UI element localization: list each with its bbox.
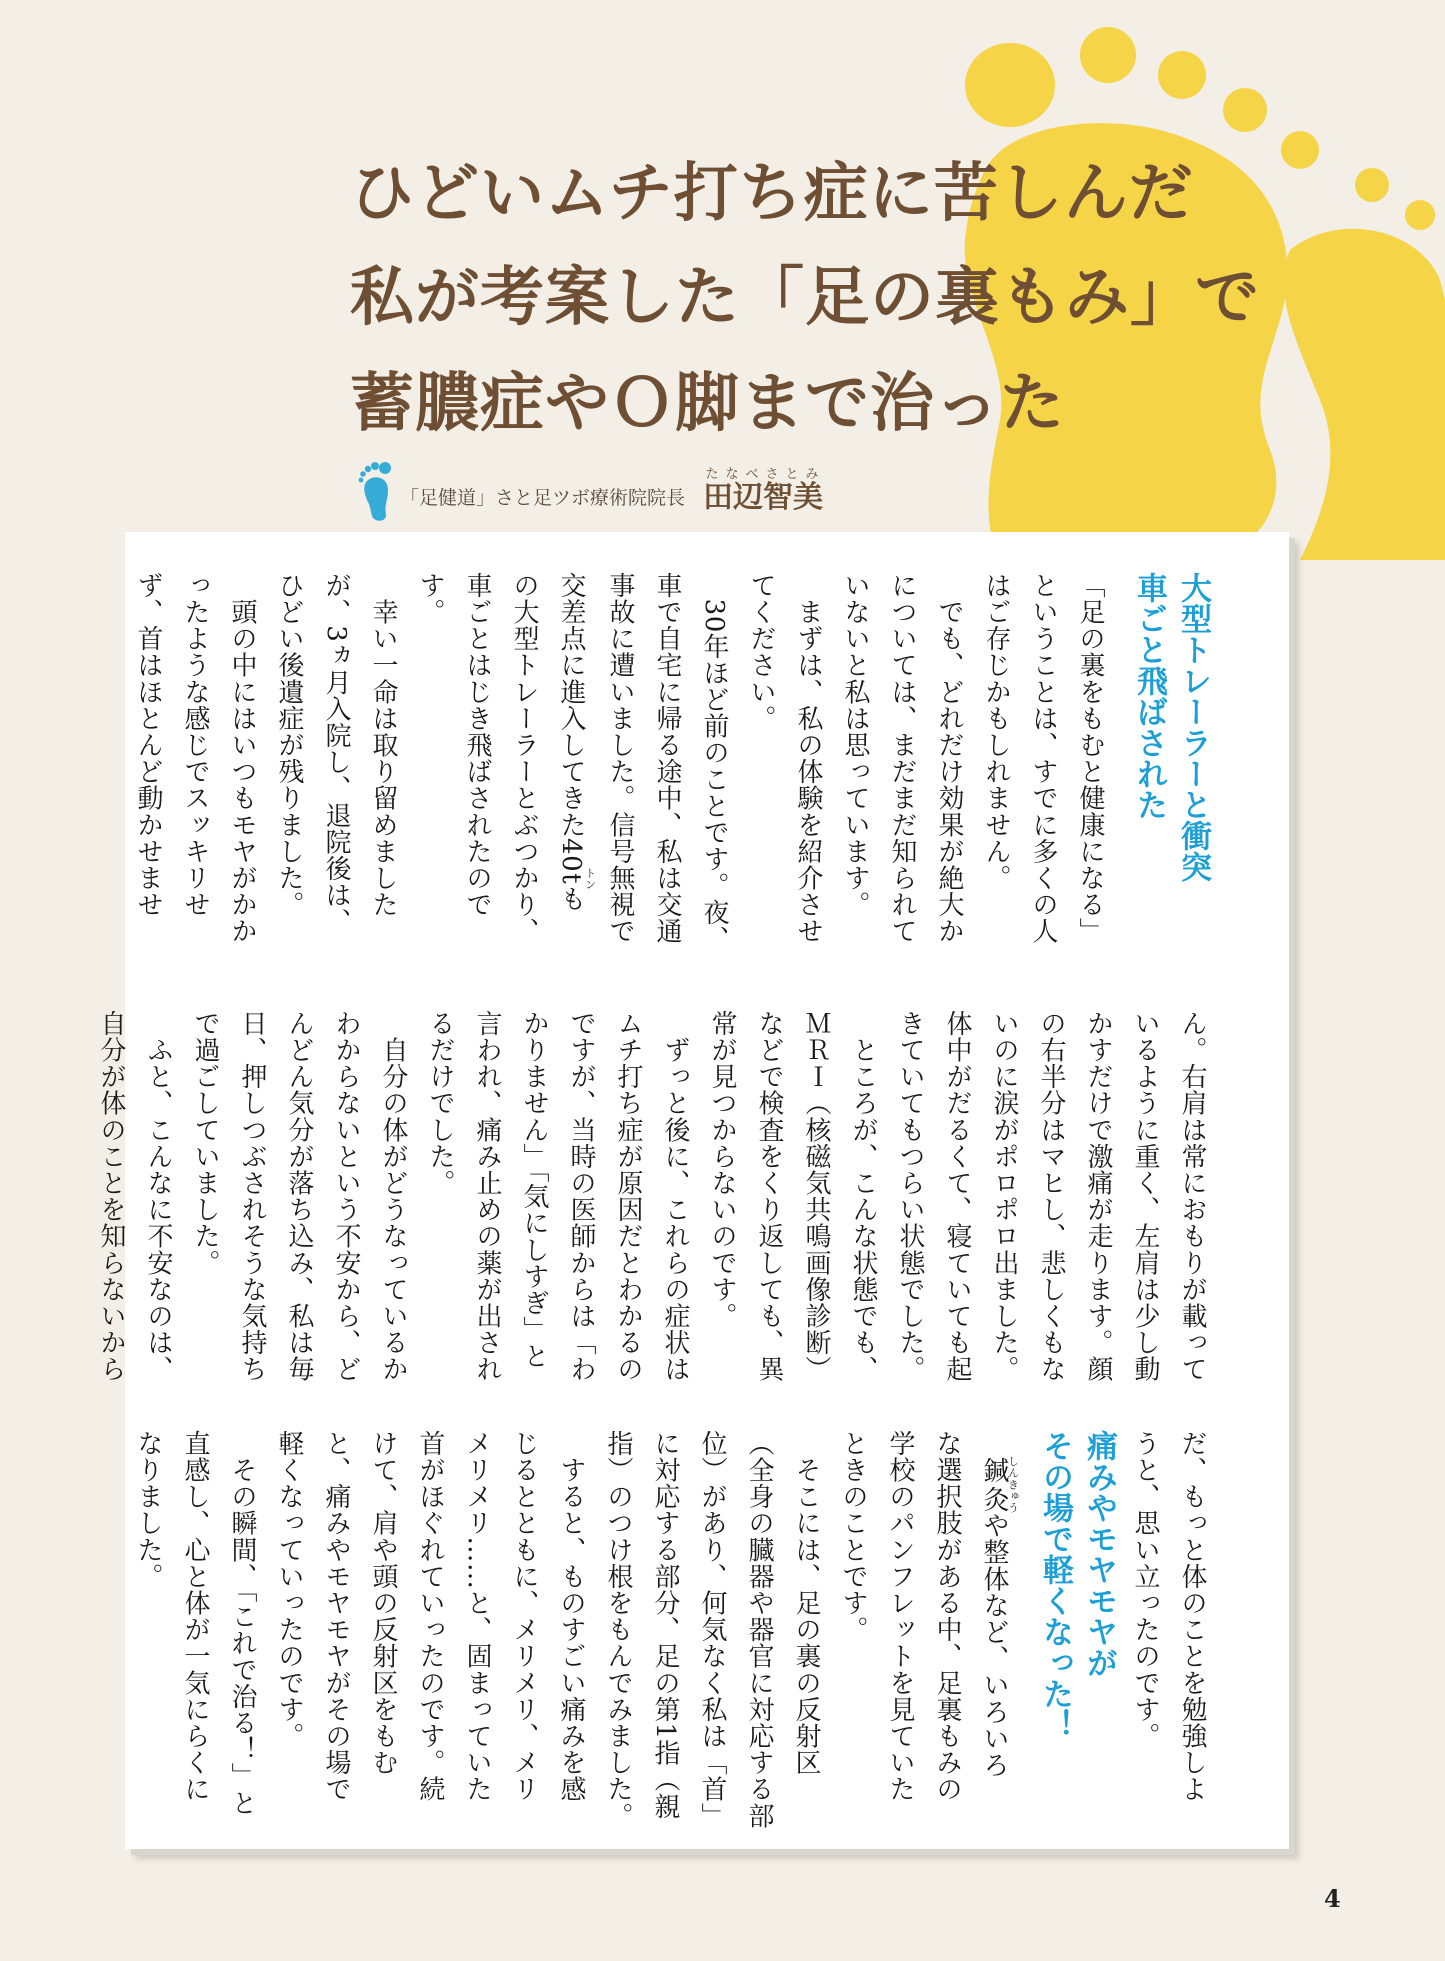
author-name-reading: たなべさとみ [703,467,823,482]
body-text-column: ＭＲＩ（核磁気共鳴画像診断） [801,1010,831,1383]
body-text-column: 学校のパンフレットを見ていた [885,1430,915,1803]
section-headline: 大型トレーラーと衝突 [1175,572,1211,882]
body-text-column: メリメリ……と、固まっていた [462,1430,492,1803]
body-text-column: 言われ、痛み止めの薬が出され [472,1010,502,1383]
ruby-reading: しんきゅう [1006,1455,1020,1514]
body-text-column: けて、肩や頭の反射区をもむ [368,1430,398,1776]
body-text-column: そこには、足の裏の反射区 [791,1430,821,1776]
body-text-column: に対応する部分、足の第1指（親 [650,1430,680,1820]
body-text-column: いのに涙がポロポロ出ました。 [989,1010,1019,1383]
body-text-column: 指）のつけ根をもんでみました。 [603,1430,633,1829]
title-line-3: 蓄膿症やＯ脚まで治った [350,367,1065,441]
body-text-column: （全身の臓器や器官に対応する部 [744,1430,774,1829]
body-text-column: すると、ものすごい痛みを感 [556,1430,586,1803]
body-text-column: 体中がだるくて、寝ていても起 [942,1010,972,1383]
body-text-column: なりました。 [133,1430,163,1590]
footprint-toe [1405,200,1435,230]
body-text-column: が、3ヵ月入院し、退院後は、 [321,572,351,935]
body-text-column: んどん気分が落ち込み、私は毎 [284,1010,314,1383]
body-text-column: 日、押しつぶされそうな気持ち [237,1010,267,1383]
body-text-column: いるように重く、左肩は少し動 [1130,1010,1160,1383]
body-text-column: と、痛みやモヤモヤがその場で [321,1430,351,1803]
title-line-2: 私が考案した「足の裏もみ」で [350,261,1260,335]
article-band-2 [87,1010,1215,1390]
body-text-column: ん。右肩は常におもりが載って [1177,1010,1207,1383]
body-text-column: 鍼灸しんきゅうや整体など、いろいろ [979,1455,1020,1779]
body-text-column: 軽くなっていったのです。 [274,1430,304,1750]
body-text-column: 車ごとはじき飛ばされたので [462,572,492,918]
body-text-column: ムチ打ち症が原因だとわかるの [613,1010,643,1383]
body-text-column: ず、首はほとんど動かせませ [133,572,163,918]
author-name: 田辺智美たなべさとみ [703,467,824,515]
body-text-column: の右半分はマヒし、悲しくもな [1036,1010,1066,1383]
body-text-column: まずは、私の体験を紹介させ [793,572,823,945]
footprint-second-sole [1283,229,1445,560]
body-text-column: その瞬間、「これで治る！」と [227,1430,257,1816]
body-text-column: で過ごしていました。 [190,1010,220,1276]
article-band-1 [124,572,1215,952]
body-text-column: ということは、すでに多くの人 [1028,572,1058,945]
body-text-column: 車で自宅に帰る途中、私は交通 [652,572,682,945]
body-text-column: 直感し、心と体が一気にらくに [180,1430,210,1803]
body-text-column: ときのことです。 [838,1430,868,1643]
footprint-icon [358,460,392,522]
ruby-reading: トン [583,867,597,891]
section-headline: その場で軽くなった！ [1037,1430,1073,1740]
body-text-column: ったような感じでスッキリせ [180,572,210,918]
title-line-1: ひどいムチ打ち症に苦しんだ [350,157,1194,231]
body-text-column: 頭の中にはいつもモヤがかか [227,572,257,945]
body-text-column: ずっと後に、これらの症状は [660,1010,690,1383]
body-text-column: 自分の体がどうなっているか [378,1010,408,1383]
body-text-column: 30年ほど前のことです。夜、 [699,572,729,953]
body-text-column: 「足の裏をもむと健康になる」 [1075,572,1105,945]
body-text-column: については、まだまだ知られて [887,572,917,945]
footprint-toe [1355,168,1389,202]
body-text-column: きていてもつらい状態でした。 [895,1010,925,1383]
body-text-column: ひどい後遺症が残りました。 [274,572,304,918]
body-text-column: てください。 [746,572,776,732]
body-text-column: な選択肢がある中、足裏もみの [932,1430,962,1803]
body-text-column: でも、どれだけ効果が絶大か [934,572,964,945]
author-organization: 「足健道」さと足ツボ療術院院長 [400,487,686,509]
body-text-column: るだけでした。 [425,1010,455,1197]
body-text-column: ですが、当時の医師からは「わ [566,1010,596,1383]
body-text-column: 幸い一命は取り留めました [368,572,398,918]
body-text-column: わからないという不安から、ど [331,1010,361,1383]
body-text-column: 首がほぐれていったのです。続 [415,1430,445,1803]
byline [358,452,823,522]
footprint-toe [1158,51,1206,99]
body-text-column: うと、思い立ったのです。 [1130,1430,1160,1750]
body-text-column: かりません」「気にしすぎ」と [519,1010,549,1370]
body-text-column: ふと、こんなに不安なのは、 [143,1010,173,1383]
body-text-column: 交差点に進入してきた40tトンも [556,572,597,913]
section-headline: 痛みやモヤモヤが [1081,1430,1117,1678]
body-text-column: だ、もっと体のことを勉強しよ [1177,1430,1207,1803]
body-text-column: ところが、こんな状態でも、 [848,1010,878,1383]
body-text-column: などで検査をくり返しても、異 [754,1010,784,1383]
body-text-column: 位）があり、何気なく私は「首」 [697,1430,727,1829]
body-text-column: かすだけで激痛が走ります。顔 [1083,1010,1113,1383]
body-text-column: はご存じかもしれません。 [981,572,1011,892]
footprint-toe [1080,27,1136,83]
body-text-column: じるとともに、メリメリ、メリ [509,1430,539,1803]
body-text-column: 常が見つからないのです。 [707,1010,737,1330]
footprint-toe [1223,88,1267,132]
section-headline: 車ごと飛ばされた [1131,572,1167,820]
footprint-big-toe [965,43,1055,127]
body-text-column: 自分が体のことを知らないから [96,1010,126,1383]
article-band-3 [124,1430,1215,1829]
footprint-toe [1281,131,1319,169]
body-text-column: の大型トレーラーとぶつかり、 [509,572,539,945]
page-number: 4 [1324,1884,1341,1913]
body-text-column: 事故に遭いました。信号無視で [605,572,635,945]
body-text-column: いないと私は思っています。 [840,572,870,918]
body-text-column: す。 [415,572,445,626]
article-panel [96,532,1289,1849]
